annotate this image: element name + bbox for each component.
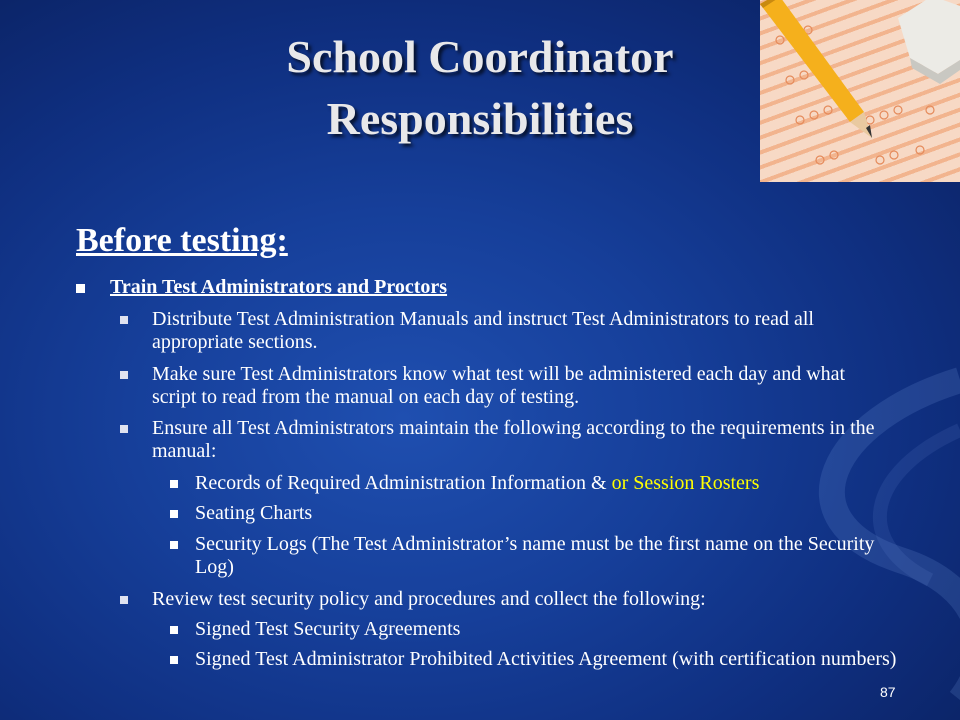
title-line-2: Responsibilities	[326, 93, 634, 144]
bullet-records	[170, 472, 900, 495]
bullet-train-administrators	[76, 276, 916, 299]
bullet-text: Security Logs (The Test Administrator’s name must be the first name on the Security Log)	[195, 533, 875, 578]
bullet-seating-charts	[170, 502, 900, 525]
bullet-review-policy	[120, 588, 880, 611]
bullet-signed-agreements	[170, 618, 900, 641]
square-bullet-icon	[76, 284, 85, 293]
square-bullet-icon	[170, 626, 178, 634]
bullet-text: Seating Charts	[195, 502, 313, 524]
title-line-1: School Coordinator	[286, 31, 674, 82]
bullet-signed-prohibited	[170, 648, 900, 671]
bullet-text: Review test security policy and procedures and collect the following:	[152, 588, 706, 610]
bullet-text: Ensure all Test Administrators maintain the following according to the requirements in the manual:	[152, 417, 875, 462]
square-bullet-icon	[120, 425, 128, 433]
bullet-text: Distribute Test Administration Manuals and instruct Test Administrators to read all appropriate sections.	[152, 308, 814, 353]
answer-sheet-pencil-photo	[760, 0, 960, 182]
square-bullet-icon	[120, 316, 128, 324]
bullet-text: Signed Test Security Agreements	[195, 618, 461, 640]
session-rosters-highlight: or Session Rosters	[611, 472, 760, 494]
bullet-text: Signed Test Administrator Prohibited Activities Agreement (with certification numbers)	[195, 648, 897, 670]
bullet-distribute-manuals	[120, 308, 880, 354]
page-number: 87	[880, 684, 896, 700]
slide-title	[200, 26, 760, 150]
bullet-text	[195, 472, 900, 495]
section-heading: Before testing:	[76, 222, 288, 259]
bullet-text: Train Test Administrators and Proctors	[110, 276, 448, 298]
square-bullet-icon	[170, 656, 178, 664]
square-bullet-icon	[170, 480, 178, 488]
bullet-text: Make sure Test Administrators know what test will be administered each day and what script to read from the manual on each day of testing.	[152, 363, 846, 408]
bullet-ensure-maintain	[120, 417, 880, 463]
bullet-security-logs	[170, 533, 900, 579]
square-bullet-icon	[170, 541, 178, 549]
square-bullet-icon	[170, 510, 178, 518]
bullet-make-sure	[120, 363, 880, 409]
records-text: Records of Required Administration Information &	[195, 472, 612, 494]
square-bullet-icon	[120, 596, 128, 604]
square-bullet-icon	[120, 371, 128, 379]
